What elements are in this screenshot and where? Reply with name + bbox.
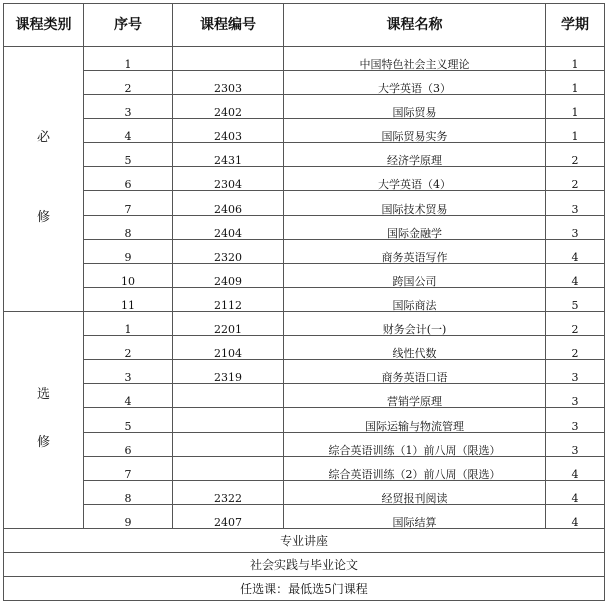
name-cell: 商务英语写作 xyxy=(284,239,546,263)
elective-category-char: 修 xyxy=(36,435,50,450)
term-cell: 1 xyxy=(546,47,605,71)
seq-cell: 11 xyxy=(84,287,173,311)
seq-cell: 5 xyxy=(84,408,173,432)
term-cell: 1 xyxy=(546,71,605,95)
term-cell: 2 xyxy=(546,312,605,336)
seq-cell: 7 xyxy=(84,191,173,215)
code-cell xyxy=(173,408,284,432)
table-row xyxy=(4,360,605,384)
required-category-cell xyxy=(4,47,84,312)
seq-cell: 4 xyxy=(84,384,173,408)
table-row xyxy=(4,167,605,191)
code-cell: 2112 xyxy=(173,287,284,311)
elective-category-cell xyxy=(4,312,84,529)
seq-cell: 8 xyxy=(84,480,173,504)
table-row xyxy=(4,504,605,528)
course-table xyxy=(3,3,605,601)
seq-cell: 3 xyxy=(84,95,173,119)
name-cell: 线性代数 xyxy=(284,336,546,360)
code-cell: 2409 xyxy=(173,263,284,287)
seq-cell: 9 xyxy=(84,239,173,263)
table-row xyxy=(4,384,605,408)
required-category-char: 修 xyxy=(36,210,50,225)
header-seq: 序号 xyxy=(84,4,173,47)
code-cell xyxy=(173,47,284,71)
term-cell: 2 xyxy=(546,167,605,191)
name-cell: 商务英语口语 xyxy=(284,360,546,384)
footer-row xyxy=(4,529,605,553)
table-row xyxy=(4,408,605,432)
term-cell: 1 xyxy=(546,95,605,119)
name-cell: 大学英语（4） xyxy=(284,167,546,191)
seq-cell: 4 xyxy=(84,119,173,143)
term-cell: 3 xyxy=(546,215,605,239)
header-row xyxy=(4,4,605,47)
footer-row xyxy=(4,553,605,577)
name-cell: 营销学原理 xyxy=(284,384,546,408)
table-row xyxy=(4,191,605,215)
name-cell: 国际商法 xyxy=(284,287,546,311)
table-row xyxy=(4,287,605,311)
seq-cell: 5 xyxy=(84,143,173,167)
code-cell: 2319 xyxy=(173,360,284,384)
header-term: 学期 xyxy=(546,4,605,47)
name-cell: 综合英语训练（1）前八周（限选） xyxy=(284,432,546,456)
term-cell: 4 xyxy=(546,239,605,263)
code-cell: 2304 xyxy=(173,167,284,191)
name-cell: 国际贸易 xyxy=(284,95,546,119)
table-row xyxy=(4,456,605,480)
seq-cell: 6 xyxy=(84,167,173,191)
code-cell: 2407 xyxy=(173,504,284,528)
term-cell: 4 xyxy=(546,480,605,504)
required-category-char: 必 xyxy=(36,130,50,145)
code-cell xyxy=(173,432,284,456)
seq-cell: 3 xyxy=(84,360,173,384)
term-cell: 3 xyxy=(546,191,605,215)
name-cell: 国际结算 xyxy=(284,504,546,528)
name-cell: 国际贸易实务 xyxy=(284,119,546,143)
code-cell: 2406 xyxy=(173,191,284,215)
term-cell: 4 xyxy=(546,263,605,287)
term-cell: 4 xyxy=(546,504,605,528)
table-row xyxy=(4,480,605,504)
code-cell: 2303 xyxy=(173,71,284,95)
term-cell: 3 xyxy=(546,432,605,456)
name-cell: 国际技术贸易 xyxy=(284,191,546,215)
term-cell: 4 xyxy=(546,456,605,480)
code-cell: 2402 xyxy=(173,95,284,119)
header-name: 课程名称 xyxy=(284,4,546,47)
footer-cell: 社会实践与毕业论文 xyxy=(4,553,605,577)
table-row xyxy=(4,432,605,456)
seq-cell: 9 xyxy=(84,504,173,528)
table-row xyxy=(4,47,605,71)
table-row xyxy=(4,143,605,167)
name-cell: 大学英语（3） xyxy=(284,71,546,95)
table-row xyxy=(4,239,605,263)
footer-cell: 任选课：最低选5门课程 xyxy=(4,577,605,601)
name-cell: 跨国公司 xyxy=(284,263,546,287)
code-cell: 2403 xyxy=(173,119,284,143)
term-cell: 3 xyxy=(546,360,605,384)
seq-cell: 6 xyxy=(84,432,173,456)
table-row xyxy=(4,119,605,143)
term-cell: 3 xyxy=(546,384,605,408)
term-cell: 3 xyxy=(546,408,605,432)
code-cell: 2104 xyxy=(173,336,284,360)
seq-cell: 1 xyxy=(84,47,173,71)
name-cell: 国际金融学 xyxy=(284,215,546,239)
seq-cell: 8 xyxy=(84,215,173,239)
table-body xyxy=(4,47,605,601)
code-cell xyxy=(173,456,284,480)
term-cell: 5 xyxy=(546,287,605,311)
name-cell: 经济学原理 xyxy=(284,143,546,167)
footer-cell: 专业讲座 xyxy=(4,529,605,553)
name-cell: 财务会计(一) xyxy=(284,312,546,336)
code-cell: 2322 xyxy=(173,480,284,504)
table-row xyxy=(4,263,605,287)
code-cell: 2320 xyxy=(173,239,284,263)
name-cell: 综合英语训练（2）前八周（限选） xyxy=(284,456,546,480)
header-category: 课程类别 xyxy=(4,4,84,47)
seq-cell: 2 xyxy=(84,71,173,95)
table-row xyxy=(4,312,605,336)
table-row xyxy=(4,336,605,360)
seq-cell: 10 xyxy=(84,263,173,287)
code-cell: 2404 xyxy=(173,215,284,239)
name-cell: 中国特色社会主义理论 xyxy=(284,47,546,71)
seq-cell: 2 xyxy=(84,336,173,360)
term-cell: 2 xyxy=(546,336,605,360)
seq-cell: 7 xyxy=(84,456,173,480)
table-row xyxy=(4,95,605,119)
term-cell: 2 xyxy=(546,143,605,167)
name-cell: 经贸报刊阅读 xyxy=(284,480,546,504)
code-cell: 2431 xyxy=(173,143,284,167)
table-row xyxy=(4,215,605,239)
name-cell: 国际运输与物流管理 xyxy=(284,408,546,432)
term-cell: 1 xyxy=(546,119,605,143)
code-cell xyxy=(173,384,284,408)
header-code: 课程编号 xyxy=(173,4,284,47)
elective-category-char: 选 xyxy=(36,387,50,402)
footer-row xyxy=(4,577,605,601)
seq-cell: 1 xyxy=(84,312,173,336)
code-cell: 2201 xyxy=(173,312,284,336)
table-row xyxy=(4,71,605,95)
